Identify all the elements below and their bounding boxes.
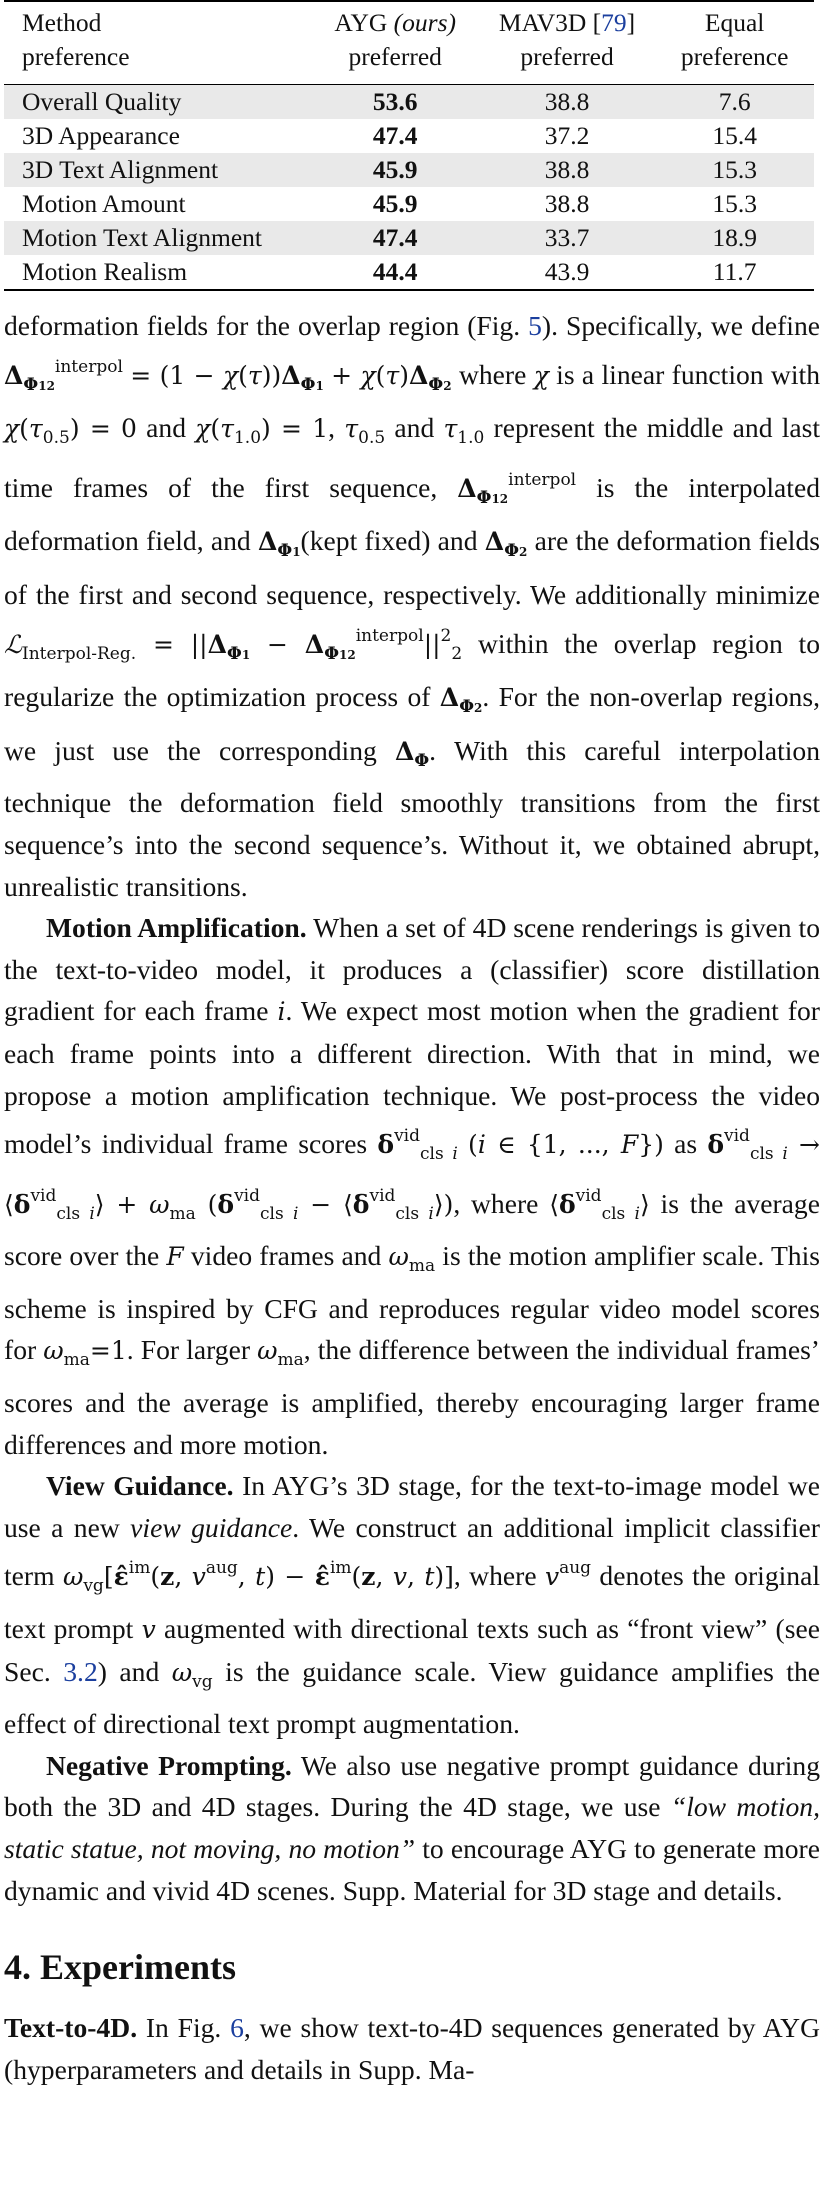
paper-page (4, 0, 820, 2090)
section-heading: 4. Experiments (4, 1947, 236, 1988)
mav3d-value: 38.8 (479, 85, 656, 120)
mav3d-value: 37.2 (544, 121, 590, 150)
figure-link[interactable]: 5 (528, 310, 542, 341)
equal-value: 15.3 (655, 153, 814, 187)
table-header-row (4, 1, 814, 78)
row-label: Overall Quality (4, 85, 312, 120)
mav3d-value: 38.8 (544, 189, 590, 218)
run-in-heading: View Guidance. (46, 1470, 234, 1502)
section-link[interactable]: 3.2 (63, 1655, 98, 1687)
ayg-value: 47.4 (372, 121, 418, 150)
equal-value: 15.4 (712, 121, 757, 150)
user-study-table (4, 0, 814, 291)
row-label: Motion Amount (22, 189, 186, 218)
run-in-heading: Negative Prompting. (46, 1749, 292, 1781)
equal-value: 18.9 (655, 221, 814, 255)
table-row (4, 119, 814, 153)
row-label: Motion Realism (4, 255, 312, 290)
equal-value: 11.7 (655, 255, 814, 290)
mav3d-value: 33.7 (479, 221, 656, 255)
header-ayg: AYG (ours) preferred (312, 1, 479, 78)
figure-link[interactable]: 6 (230, 2012, 244, 2044)
ayg-value: 53.6 (312, 85, 479, 120)
equal-value: 15.3 (712, 189, 757, 218)
ayg-value: 45.9 (372, 189, 418, 218)
ayg-value: 44.4 (312, 255, 479, 290)
row-label: Motion Text Alignment (4, 221, 312, 255)
table-row (4, 187, 814, 221)
citation-link[interactable]: 79 (601, 8, 627, 37)
paragraph-motion-amplification: Motion Amplification. When a set of 4D scene renderings is given to the text-to-video model, it produces a (classifier) score distillation gradient for each frame i. We expect most motion when the gradient for each frame points into a different direction. With that in mind, we propose a motion amplification technique. We post-process the video model’s individual frame scores $\delta^{vid}_{cls i}$ (i ∈ {1, ..., F}) as $\delta^{vid}_{cls i}$ → $⟨\delta^{vid}_{cls i}⟩ + \omega_{ma}$ ($\delta^{vid}_{cls i}$ − $⟨\delta^{vid}_{cls i}⟩$), where $⟨\delta^{vid}_{cls i}⟩$ is the average score over the F video frames and $\omega_{ma}$ is the motion amplifier scale. This scheme is inspired by CFG and reproduces regular video model scores for $\omega_{ma}=1$. For larger $\omega_{ma}$, the difference between the individual frames’ scores and the average is amplified, thereby encouraging larger frame differences and more motion. (4, 912, 821, 1460)
row-label: 3D Appearance (22, 121, 180, 150)
paragraph-view-guidance: View Guidance. In AYG’s 3D stage, for the text-to-image model we use a new view guidance. We construct an additional implicit classifier term $\omega_{vg}[\varepsilon̂^{im}(z$, $v^{aug}$, t) − ε̂$^{im}$(z, v, t)], where $v^{aug}$ denotes the original text prompt v augmented with directional texts such as “front view” (see Sec. 3.2) and $\omega_{vg}$ is the guidance scale. View guidance amplifies the effect of directional text prompt augmentation. (4, 1470, 821, 1740)
ayg-value: 47.4 (312, 221, 479, 255)
paragraph-interpolation: deformation fields for the overlap region (Fig. 5). Specifically, we define $\Delta_{\Phi 12}^{interpol} = (1 - \chi(\tau))\Delta_{\Phi 1} + \chi(\tau)\Delta_{\Phi 2}$ where χ is a linear function with $\chi(\tau_{0.5}) = 0$ and $\chi(\tau_{1.0}) = 1$, $\tau_{0.5}$ and $\tau_{1.0}$ represent the middle and last time frames of the first sequence, $\Delta_{\Phi 12}^{interpol}$ is the interpolated deformation field, and $\Delta_{\Phi 1}(kept$ fixed) and $\Delta_{\Phi 2}$ are the deformation fields of the first and second sequence, respectively. We additionally minimize ℒ$_{Interpol-Reg.}$ = $||\Delta_{\Phi 1} - \Delta_{\Phi 12}^{interpol}||^2_2$ within the overlap region to regularize the optimization process of $\Delta_{\Phi 2}$. For the non-overlap regions, we just use the corresponding $\Delta_\Phi$. With this careful interpolation technique the deformation field smoothly transitions from the first sequence’s into the second sequence’s. Without it, we obtained abrupt, unrealistic transitions. (4, 310, 821, 902)
equal-value: 7.6 (655, 85, 814, 120)
paragraph-text-to-4d: Text-to-4D. In Fig. 6, we show text-to-4D sequences generated by AYG (hyperparameters and details in Supp. Ma- (4, 2012, 820, 2085)
table-row (4, 221, 814, 255)
row-label: 3D Text Alignment (4, 153, 312, 187)
table-row (4, 255, 814, 290)
header-equal: Equal preference (655, 1, 814, 78)
mav3d-value: 38.8 (479, 153, 656, 187)
paragraph-negative-prompting: Negative Prompting. We also use negative prompt guidance during both the 3D and 4D stages. During the 4D stage, we use “low motion, static statue, not moving, no motion” to encourage AYG to generate more dynamic and vivid 4D scenes. Supp. Material for 3D stage and details. (4, 1749, 820, 1906)
table-row (4, 153, 814, 187)
run-in-heading: Text-to-4D. (4, 2012, 138, 2044)
ayg-value: 45.9 (312, 153, 479, 187)
header-mav3d: MAV3D [79] preferred (479, 1, 656, 78)
table-row (4, 85, 814, 120)
header-method: Method preference (4, 1, 312, 78)
run-in-heading: Motion Amplification. (46, 912, 307, 944)
mav3d-value: 43.9 (479, 255, 656, 290)
